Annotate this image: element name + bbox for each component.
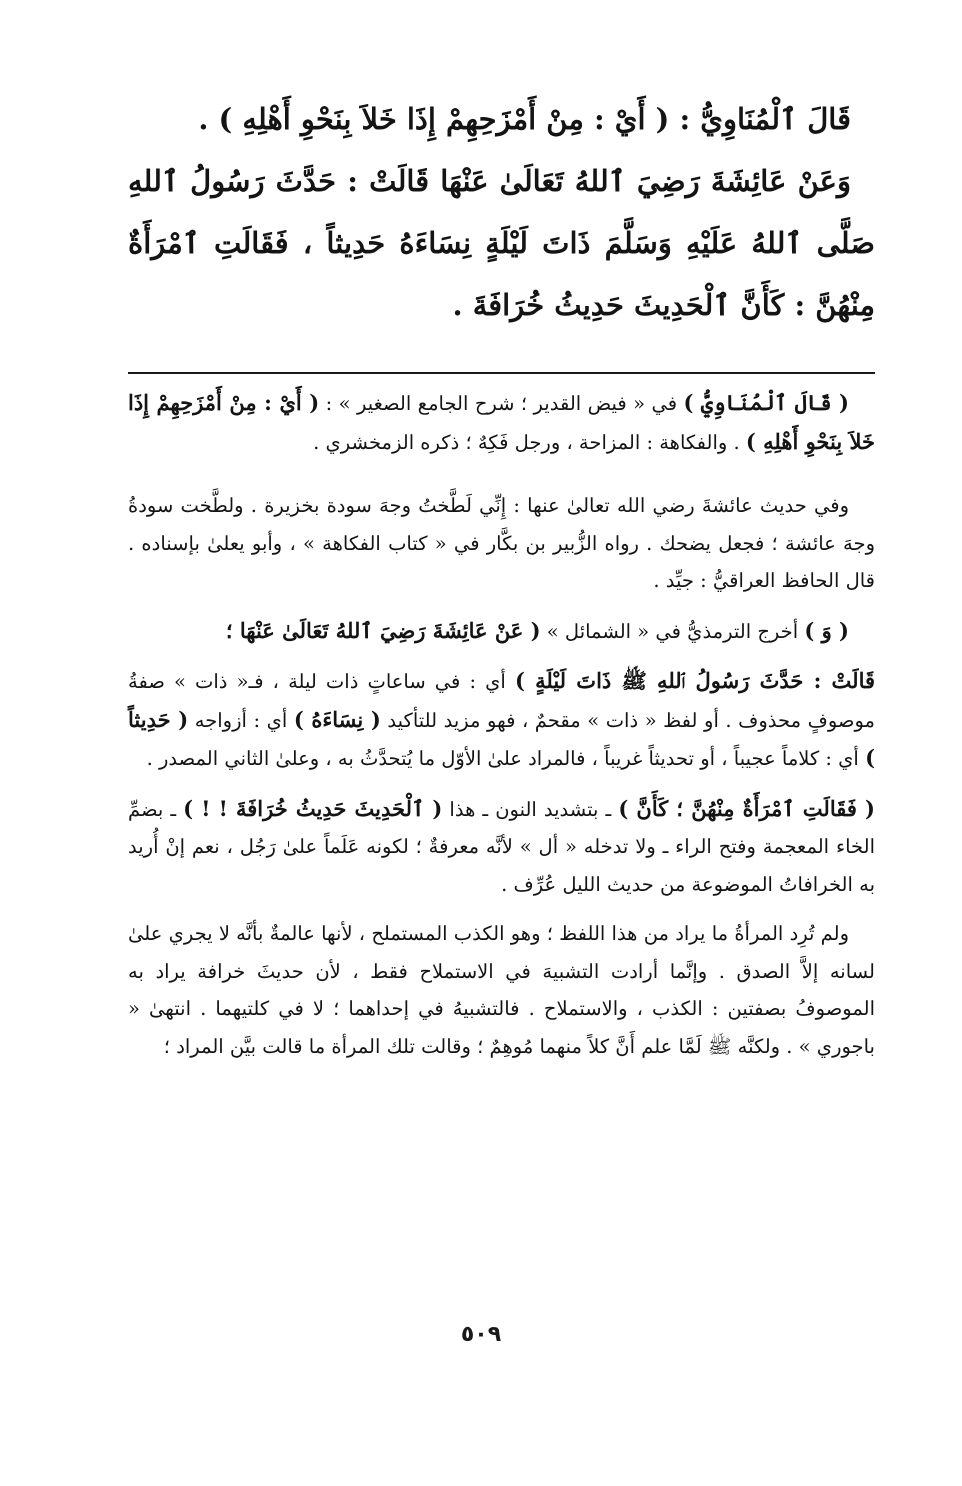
page-number: ٥٠٩ xyxy=(460,1322,502,1347)
quote-ay: ( أَيْ : مِنْ أَمْزَحِهِمْ إِذَا خَلاَ بِنَحْوِ أَهْلِهِ ) xyxy=(128,390,875,454)
commentary-paragraph-2: وفي حديث عائشةَ رضي الله تعالىٰ عنها : إِنِّي لَطَّختُ وجهَ سودة بخزيرة . ولطَّخت سودةُ وجهَ عائشة ؛ فجعل يضحك . رواه الزُّبير بن بكَّار في « كتاب الفكاهة » ، وأبو يعلىٰ بإسناده . قال الحافظ العراقيُّ : جيِّد . xyxy=(128,494,875,592)
quote-aisha: ( عَنْ عَائِشَةَ رَضِيَ ٱللهُ تَعَالَىٰ عَنْهَا ؛ xyxy=(225,617,541,643)
main-text xyxy=(128,88,875,336)
quote-khurafa: ( ٱلْحَدِيثَ حَدِيثُ خُرَافَةَ ! ! ) xyxy=(183,795,443,821)
quote-wa: ( وَ ) xyxy=(804,617,849,643)
commentary-text: أي : كلاماً عجيباً ، أو تحديثاً غريباً ، فالمراد علىٰ الأوّل ما يُتحدَّثُ به ، وعلىٰ الثاني المصدر . xyxy=(146,747,866,770)
commentary-text: . والفكاهة : المزاحة ، ورجل فَكِهٌ ؛ ذكره الزمخشري . xyxy=(313,430,746,454)
quote-munawi: ( قَالَ ٱلْمُنَاوِيُّ ) xyxy=(683,390,849,415)
quote-qalat: قَالَتْ : حَدَّثَ رَسُولُ ٱللهِ ﷺ ذَاتَ لَيْلَةٍ ) xyxy=(514,668,876,693)
commentary-paragraph-3 xyxy=(128,612,875,651)
commentary-text: في « فيض القدير ؛ شرح الجامع الصغير » : xyxy=(319,392,684,415)
commentary-text: أي : في ساعاتٍ ذات ليلة ، فـ« ذات » صفةُ موصوفٍ محذوف . أو لفظ « ذات » مقحمٌ ، فهو مزيد للتأكيد xyxy=(128,670,875,732)
quote-faqalat: ( فَقَالَتِ ٱمْرَأَةٌ مِنْهُنَّ ؛ كَأَنَّ ) xyxy=(618,795,875,821)
main-line-munawi: قَالَ ٱلْمُنَاوِيُّ : ( أَيْ : مِنْ أَمْزَحِهِمْ إِذَا خَلاَ بِنَحْوِ أَهْلِهِ ) . xyxy=(198,102,851,136)
commentary-paragraph-1 xyxy=(128,384,875,461)
commentary-text: أخرج الترمذيُّ في « الشمائل » xyxy=(540,619,805,643)
main-hadith-paragraph: وَعَنْ عَائِشَةَ رَضِيَ ٱللهُ تَعَالَىٰ عَنْهَا قَالَتْ : حَدَّثَ رَسُولُ ٱللهِ صَلَّى ٱللهُ عَلَيْهِ وَسَلَّمَ ذَاتَ لَيْلَةٍ نِسَاءَهُ حَدِيثاً ، فَقَالَتِ ٱمْرَأَةٌ مِنْهُنَّ : كَأَنَّ ٱلْحَدِيثَ حَدِيثُ خُرَافَةَ . xyxy=(128,164,875,322)
footnote-separator xyxy=(128,372,875,374)
commentary-text: ـ بتشديد النون ـ هذا xyxy=(442,797,619,821)
quote-nisaahu: ( نِسَاءَهُ ) xyxy=(293,706,381,732)
commentary-text: أي : أزواجه xyxy=(188,708,294,732)
commentary xyxy=(128,384,875,1077)
commentary-paragraph-6: ولم تُرِد المرأةُ ما يراد من هذا اللفظ ؛ وهو الكذب المستملح ، لأنها عالمةٌ بأنَّه لا يجري علىٰ لسانه إلاَّ الصدق . وإنَّما أرادت التشبيهَ في الاستملاح فقط ، لأن حديثَ خرافة يراد به الموصوفُ بصفتين : الكذب ، والاستملاح . فالتشبيهُ في إحداهما ؛ لا في كلتيهما . انتهىٰ « باجوري » . ولكنَّه ﷺ لَمَّا علم أَنَّ كلاً منهما مُوهِمٌ ؛ وقالت تلك المرأة ما قالت بيَّن المراد ؛ xyxy=(128,922,875,1058)
commentary-paragraph-4 xyxy=(128,662,875,778)
commentary-paragraph-5 xyxy=(128,790,875,904)
quote-hadithan: ( حَدِيثاً ) xyxy=(128,706,875,770)
commentary-text: ـ بضمِّ الخاء المعجمة وفتح الراء ـ ولا تدخله « أل » لأنَّه معرفةٌ ؛ لكونه عَلَماً علىٰ رَجُل ، نعم إنْ أُريد به الخرافاتُ الموضوعة من حديث الليل عُرِّف . xyxy=(128,797,875,896)
